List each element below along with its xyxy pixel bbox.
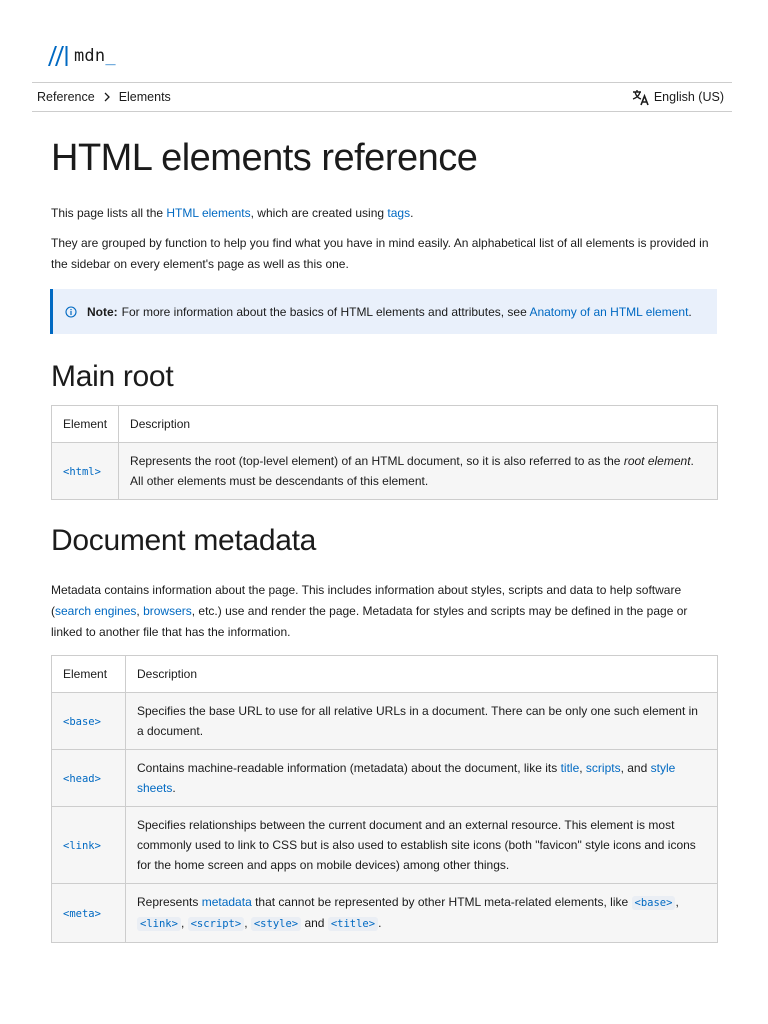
logo-underscore: _ bbox=[105, 46, 116, 66]
main-root-heading: Main root bbox=[51, 360, 174, 393]
desc-text: , bbox=[675, 895, 679, 909]
desc-text: Contains machine-readable information (metadata) about the document, like its bbox=[137, 761, 561, 775]
document-metadata-heading: Document metadata bbox=[51, 524, 317, 557]
desc-text: , bbox=[579, 761, 586, 775]
mdn-logo[interactable] bbox=[46, 44, 116, 68]
language-switcher[interactable] bbox=[632, 88, 724, 106]
note-label: Note: bbox=[87, 304, 118, 319]
intro-paragraph bbox=[51, 203, 718, 224]
element-code: <meta> bbox=[63, 907, 101, 920]
title-link[interactable]: title bbox=[560, 761, 580, 775]
table-row bbox=[52, 693, 718, 750]
desc-text: , bbox=[180, 916, 188, 930]
base-code-link[interactable] bbox=[632, 895, 679, 909]
head-element-link[interactable] bbox=[63, 771, 101, 785]
scripts-link[interactable]: scripts bbox=[585, 761, 621, 775]
table-row bbox=[52, 807, 718, 884]
note-callout bbox=[50, 289, 717, 334]
metadata-paragraph bbox=[51, 580, 718, 643]
element-code: <html> bbox=[63, 465, 101, 478]
breadcrumb-reference[interactable]: Reference bbox=[37, 90, 95, 104]
site-header bbox=[0, 0, 768, 82]
metadata-text: Metadata contains information about the page. This includes information about styles, scripts and data to help software ( bbox=[51, 583, 682, 618]
chevron-right-icon bbox=[101, 91, 113, 103]
mdn-logo-icon bbox=[46, 44, 70, 68]
title-code-link[interactable] bbox=[328, 916, 378, 930]
intro-text: This page lists all the bbox=[51, 206, 167, 220]
element-code: <head> bbox=[63, 772, 101, 785]
table-row bbox=[52, 443, 718, 500]
column-header-description: Description bbox=[119, 406, 718, 443]
desc-emphasis: root element bbox=[623, 454, 691, 468]
breadcrumb bbox=[37, 90, 171, 104]
desc-text: , bbox=[244, 916, 251, 930]
intro-text: . bbox=[410, 206, 414, 220]
tags-link[interactable]: tags bbox=[387, 206, 411, 220]
page-title: HTML elements reference bbox=[51, 137, 478, 179]
column-header-element: Element bbox=[52, 406, 119, 443]
html-elements-link[interactable]: HTML elements bbox=[166, 206, 251, 220]
style-sheets-link[interactable]: style sheets bbox=[137, 761, 676, 795]
inline-code: <base> bbox=[632, 896, 676, 910]
desc-text: Represents bbox=[137, 895, 202, 909]
note-text: For more information about the basics of HTML elements and attributes, see bbox=[121, 304, 530, 319]
table-row bbox=[52, 884, 718, 943]
search-engines-link[interactable]: search engines bbox=[55, 604, 137, 618]
link-element-link[interactable] bbox=[63, 838, 101, 852]
column-header-description: Description bbox=[126, 656, 718, 693]
info-icon bbox=[65, 306, 77, 318]
inline-code: <script> bbox=[188, 917, 245, 931]
column-header-element: Element bbox=[52, 656, 126, 693]
metadata-table bbox=[51, 655, 718, 943]
main-root-table bbox=[51, 405, 718, 500]
translate-icon bbox=[632, 88, 650, 106]
desc-text: , and bbox=[620, 761, 651, 775]
base-element-link[interactable] bbox=[63, 714, 101, 728]
table-row bbox=[52, 750, 718, 807]
logo-text: mdn bbox=[74, 46, 106, 66]
anatomy-link[interactable]: Anatomy of an HTML element bbox=[529, 304, 689, 319]
browsers-link[interactable]: browsers bbox=[143, 604, 192, 618]
desc-text: and bbox=[301, 916, 328, 930]
intro-text: , which are created using bbox=[250, 206, 388, 220]
element-code: <link> bbox=[63, 839, 101, 852]
script-code-link[interactable] bbox=[188, 916, 245, 930]
element-code: <base> bbox=[63, 715, 101, 728]
inline-code: <title> bbox=[328, 917, 378, 931]
desc-text: . bbox=[172, 781, 176, 795]
note-end: . bbox=[688, 304, 692, 319]
metadata-text: , etc.) use and render the page. Metadata for styles and scripts may be defined in the page or linked to another file that has the information. bbox=[51, 604, 688, 639]
metadata-link[interactable]: metadata bbox=[201, 895, 252, 909]
language-label: English (US) bbox=[653, 90, 724, 104]
desc-text: that cannot be represented by other HTML meta-related elements, like bbox=[251, 895, 632, 909]
row-description bbox=[119, 443, 718, 500]
desc-text: . bbox=[378, 916, 382, 930]
row-description: Specifies relationships between the current document and an external resource. This element is most commonly used to link to CSS but is also used to establish site icons (both "favicon" style icons and icons for the home screen and apps on mobile devices) among other things. bbox=[126, 807, 718, 884]
inline-code: <style> bbox=[251, 917, 301, 931]
row-description: Specifies the base URL to use for all relative URLs in a document. There can be only one such element in a document. bbox=[126, 693, 718, 750]
html-element-link[interactable] bbox=[63, 464, 101, 478]
style-code-link[interactable] bbox=[251, 916, 301, 930]
breadcrumb-elements[interactable]: Elements bbox=[118, 90, 171, 104]
breadcrumb-bar bbox=[32, 82, 732, 112]
row-description bbox=[126, 750, 718, 807]
desc-text: . All other elements must be descendants of this element. bbox=[130, 454, 694, 488]
metadata-text: , bbox=[136, 604, 144, 618]
inline-code: <link> bbox=[137, 917, 181, 931]
main-content bbox=[51, 112, 718, 943]
desc-text: Represents the root (top-level element) of an HTML document, so it is also referred to as the bbox=[130, 454, 624, 468]
row-description bbox=[126, 884, 718, 943]
meta-element-link[interactable] bbox=[63, 906, 101, 920]
grouping-paragraph: They are grouped by function to help you find what you have in mind easily. An alphabetical list of all elements is provided in the sidebar on every element's page as well as this one. bbox=[51, 236, 709, 271]
link-code-link[interactable] bbox=[137, 916, 181, 930]
